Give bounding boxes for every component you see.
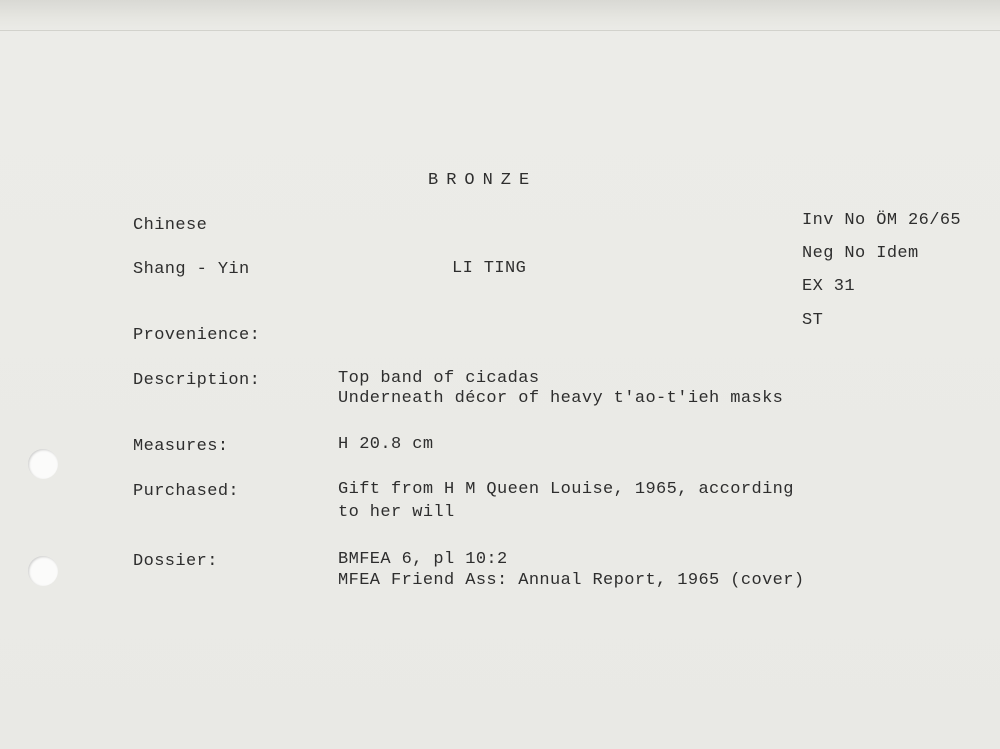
st-mark: ST: [802, 311, 824, 330]
ex-number: EX 31: [802, 277, 856, 296]
dossier-line-2: MFEA Friend Ass: Annual Report, 1965 (cover): [338, 571, 805, 590]
purchased-line-1: Gift from H M Queen Louise, 1965, according: [338, 480, 794, 499]
purchased-line-2: to her will: [338, 503, 455, 522]
punch-hole-upper: [28, 449, 58, 479]
card-title: BRONZE: [428, 171, 538, 190]
punch-hole-lower: [28, 556, 58, 586]
inventory-number: Inv No ÖM 26/65: [802, 211, 962, 230]
description-line-2: Underneath décor of heavy t'ao-t'ieh masks: [338, 389, 784, 408]
provenience-label: Provenience:: [133, 326, 261, 345]
origin-text: Chinese: [133, 216, 208, 235]
measures-label: Measures:: [133, 437, 229, 456]
dossier-line-1: BMFEA 6, pl 10:2: [338, 550, 508, 569]
purchased-label: Purchased:: [133, 482, 240, 501]
period-text: Shang - Yin: [133, 260, 250, 279]
object-name: LI TING: [452, 259, 527, 278]
negative-number: Neg No Idem: [802, 244, 919, 263]
card-top-edge: [0, 0, 1000, 31]
description-label: Description:: [133, 371, 261, 390]
dossier-label: Dossier:: [133, 552, 218, 571]
measures-value: H 20.8 cm: [338, 435, 434, 454]
description-line-1: Top band of cicadas: [338, 369, 540, 388]
